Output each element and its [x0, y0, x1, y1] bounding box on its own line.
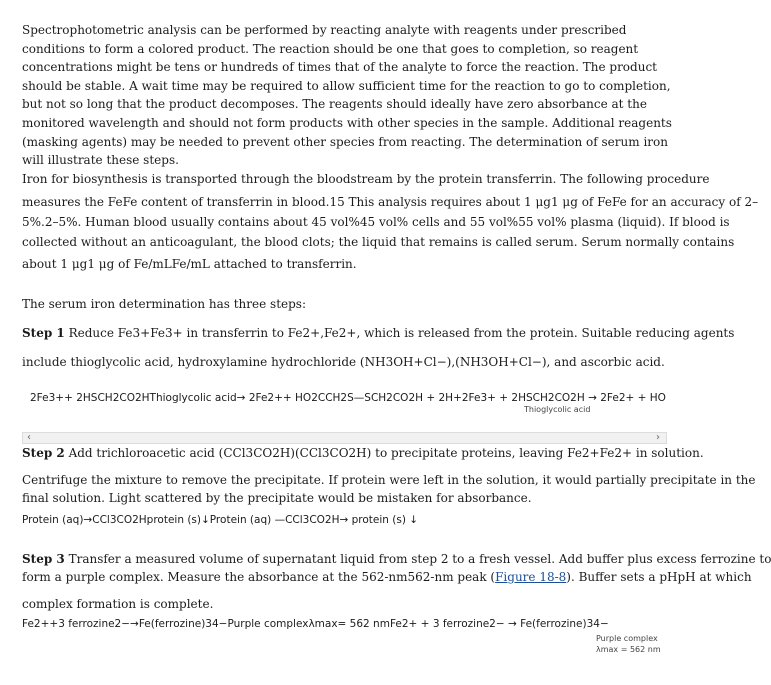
- step3-line-2: form a purple complex. Measure the absorbance at the 562-nm562-nm peak (Figure 18-8). Buffer sets a pHpH at which: [22, 570, 752, 584]
- step1-equation: 2Fe3++ 2HSCH2CO2HThioglycolic acid→ 2Fe2++ HO2CCH2S—SCH2CO2H + 2H+2Fe3+ + 2HSCH2CO2H → 2Fe2+ + HO: [30, 392, 666, 404]
- iron-line-4: collected without an anticoagulant, the blood clots; the liquid that remains is called serum. Serum normally contains: [22, 235, 735, 249]
- step3-label: Step 3: [22, 552, 65, 566]
- step3-equation-sublabel-2: λmax = 562 nm: [596, 645, 661, 654]
- horizontal-scrollbar[interactable]: [22, 432, 667, 444]
- step1-line-1: Step 1 Reduce Fe3+Fe3+ in transferrin to Fe2+,Fe2+, which is released from the protein. Suitable reducing agents: [22, 326, 735, 340]
- step3-equation-sublabel-1: Purple complex: [596, 634, 658, 643]
- step2-line-3: final solution. Light scattered by the precipitate would be mistaken for absorbance.: [22, 491, 532, 505]
- step3-line-3: complex formation is complete.: [22, 597, 214, 611]
- step2-label: Step 2: [22, 446, 65, 460]
- iron-line-2: measures the FeFe content of transferrin in blood.15 This analysis requires about 1 μg1 μg of FeFe for an accuracy of 2–: [22, 195, 759, 209]
- step1-equation-sublabel: Thioglycolic acid: [524, 405, 591, 414]
- figure-link[interactable]: Figure 18-8: [495, 570, 567, 584]
- scroll-left-arrow-icon[interactable]: ‹: [27, 432, 31, 443]
- step2-line-1: Step 2 Add trichloroacetic acid (CCl3CO2H)(CCl3CO2H) to precipitate proteins, leaving Fe2+Fe2+ in solution.: [22, 446, 704, 460]
- intro-paragraph: Spectrophotometric analysis can be performed by reacting analyte with reagents under prescribed conditions to form a colored product. The reaction should be one that goes to completion, so reagent concentrations might be tens or hundreds of times that of the analyte to force the reaction. The product should be stable. A wait time may be required to allow sufficient time for the reaction to go to completion, but not so long that the product decomposes. The reagents should ideally have zero absorbance at the monitored wavelength and should not form products with other species in the sample. Additional reagents (masking agents) may be needed to prevent other species from reacting. The determination of serum iron will illustrate these steps.: [22, 23, 672, 168]
- step1-line-2: include thioglycolic acid, hydroxylamine hydrochloride (NH3OH+Cl−),(NH3OH+Cl−), and ascorbic acid.: [22, 355, 665, 369]
- scroll-right-arrow-icon[interactable]: ›: [656, 432, 660, 443]
- step2-line-2: Centrifuge the mixture to remove the precipitate. If protein were left in the solution, it would partially precipitate in the: [22, 473, 756, 487]
- step2-equation: Protein (aq)→CCl3CO2Hprotein (s)↓Protein (aq) —CCl3CO2H→ protein (s) ↓: [22, 514, 419, 526]
- step1-label: Step 1: [22, 326, 65, 340]
- iron-line-5: about 1 μg1 μg of Fe/mLFe/mL attached to transferrin.: [22, 257, 357, 271]
- step3-equation: Fe2++3 ferrozine2−→Fe(ferrozine)34−Purple complexλmax= 562 nmFe2+ + 3 ferrozine2− → Fe(ferrozine)34−: [22, 618, 609, 630]
- iron-line-1: Iron for biosynthesis is transported through the bloodstream by the protein transferrin. The following procedure: [22, 172, 710, 186]
- step3-line-1: Step 3 Transfer a measured volume of supernatant liquid from step 2 to a fresh vessel. Add buffer plus excess ferrozine to: [22, 552, 771, 566]
- steps-intro: The serum iron determination has three steps:: [22, 297, 307, 311]
- iron-line-3: 5%.2–5%. Human blood usually contains about 45 vol%45 vol% cells and 55 vol%55 vol% plasma (liquid). If blood is: [22, 215, 730, 229]
